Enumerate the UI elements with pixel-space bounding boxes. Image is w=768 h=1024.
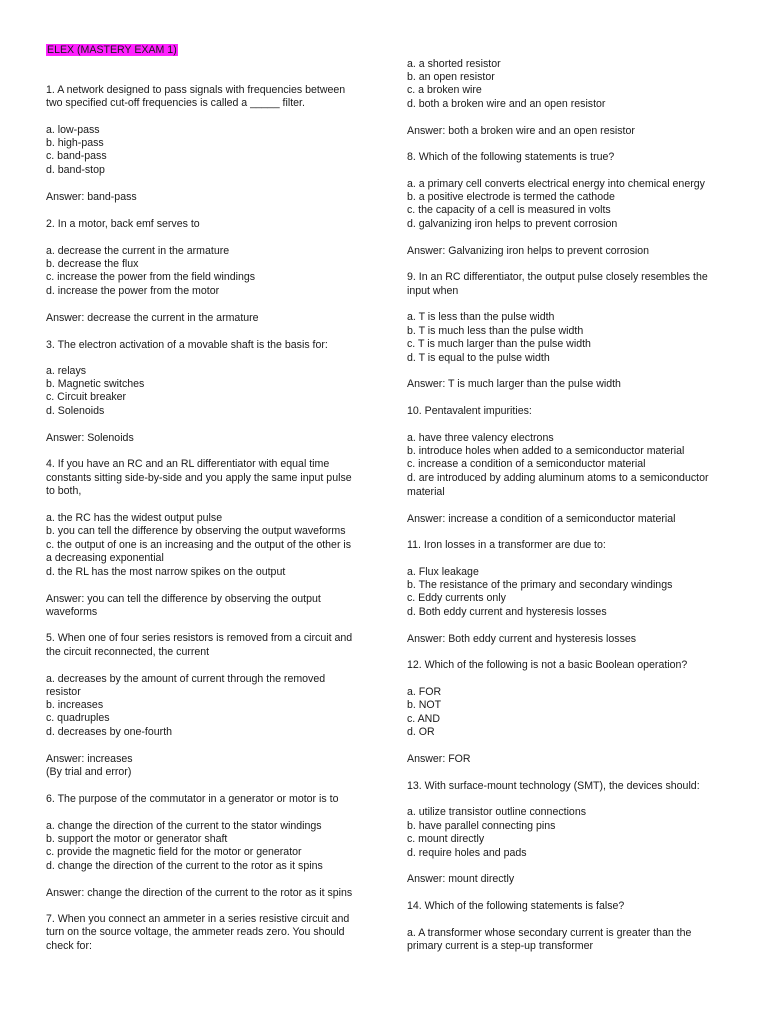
text-line: Answer: Galvanizing iron helps to prevent corrosion: [407, 245, 650, 257]
text-line: Answer: increase a condition of a semiconductor material: [407, 513, 676, 525]
text-line: a. decreases by the amount of current through the removed: [46, 673, 326, 685]
text-line: d. band-stop: [46, 164, 105, 176]
text-line: a. change the direction of the current to the stator windings: [46, 820, 322, 832]
text-line: b. Magnetic switches: [46, 378, 145, 390]
text-line: b. The resistance of the primary and secondary windings: [407, 579, 673, 591]
text-line: 13. With surface-mount technology (SMT), the devices should:: [407, 780, 700, 792]
text-line: b. high-pass: [46, 137, 104, 149]
text-line: 4. If you have an RC and an RL differentiator with equal time: [46, 458, 330, 470]
text-line: Answer: Solenoids: [46, 432, 134, 444]
text-line: d. T is equal to the pulse width: [407, 352, 550, 364]
text-line: a. T is less than the pulse width: [407, 311, 555, 323]
text-line: 14. Which of the following statements is false?: [407, 900, 625, 912]
text-line: waveforms: [46, 606, 98, 618]
text-line: c. the output of one is an increasing and the output of the other is: [46, 539, 352, 551]
text-line: 5. When one of four series resistors is removed from a circuit and: [46, 632, 353, 644]
text-line: 3. The electron activation of a movable shaft is the basis for:: [46, 339, 328, 351]
text-line: d. galvanizing iron helps to prevent corrosion: [407, 218, 618, 230]
text-line: d. Both eddy current and hysteresis losses: [407, 606, 607, 618]
text-line: c. increase a condition of a semiconductor material: [407, 458, 646, 470]
text-line: a decreasing exponential: [46, 552, 164, 564]
text-line: d. decreases by one-fourth: [46, 726, 173, 738]
text-line: d. increase the power from the motor: [46, 285, 220, 297]
document-title: ELEX (MASTERY EXAM 1): [47, 44, 177, 56]
text-line: 11. Iron losses in a transformer are due to:: [407, 539, 606, 551]
text-line: b. increases: [46, 699, 104, 711]
text-line: Answer: both a broken wire and an open resistor: [407, 125, 635, 137]
text-line: turn on the source voltage, the ammeter reads zero. You should: [46, 926, 345, 938]
text-line: a. Flux leakage: [407, 566, 479, 578]
text-line: 1. A network designed to pass signals with frequencies between: [46, 84, 346, 96]
text-line: a. a primary cell converts electrical energy into chemical energy: [407, 178, 705, 190]
text-line: a. relays: [46, 365, 87, 377]
text-line: Answer: change the direction of the current to the rotor as it spins: [46, 887, 353, 899]
text-line: a. the RC has the widest output pulse: [46, 512, 223, 524]
text-line: 9. In an RC differentiator, the output pulse closely resembles the: [407, 271, 708, 283]
text-line: Answer: decrease the current in the armature: [46, 312, 259, 324]
text-line: resistor: [46, 686, 81, 698]
text-line: (By trial and error): [46, 766, 132, 778]
text-line: Answer: increases: [46, 753, 133, 765]
text-line: primary current is a step-up transformer: [407, 940, 594, 952]
text-line: two specified cut-off frequencies is called a _____ filter.: [46, 97, 305, 109]
text-line: c. Circuit breaker: [46, 391, 127, 403]
text-line: b. T is much less than the pulse width: [407, 325, 584, 337]
text-line: a. FOR: [407, 686, 442, 698]
text-line: material: [407, 486, 445, 498]
text-line: b. decrease the flux: [46, 258, 139, 270]
text-line: a. decrease the current in the armature: [46, 245, 230, 257]
text-line: d. the RL has the most narrow spikes on the output: [46, 566, 286, 578]
text-line: the circuit reconnected, the current: [46, 646, 210, 658]
text-line: c. band-pass: [46, 150, 107, 162]
text-line: c. AND: [407, 713, 440, 725]
text-line: a. have three valency electrons: [407, 432, 554, 444]
text-line: c. mount directly: [407, 833, 485, 845]
text-line: b. NOT: [407, 699, 442, 711]
text-line: a. low-pass: [46, 124, 100, 136]
text-line: 6. The purpose of the commutator in a generator or motor is to: [46, 793, 339, 805]
text-line: b. support the motor or generator shaft: [46, 833, 228, 845]
text-line: check for:: [46, 940, 92, 952]
text-line: c. increase the power from the field windings: [46, 271, 256, 283]
text-line: c. Eddy currents only: [407, 592, 506, 604]
text-line: Answer: you can tell the difference by observing the output: [46, 593, 321, 605]
text-line: d. are introduced by adding aluminum atoms to a semiconductor: [407, 472, 709, 484]
text-line: d. OR: [407, 726, 435, 738]
text-line: input when: [407, 285, 459, 297]
text-line: 2. In a motor, back emf serves to: [46, 218, 200, 230]
text-line: b. a positive electrode is termed the cathode: [407, 191, 615, 203]
text-line: 12. Which of the following is not a basic Boolean operation?: [407, 659, 688, 671]
text-line: b. introduce holes when added to a semiconductor material: [407, 445, 685, 457]
text-line: d. require holes and pads: [407, 847, 527, 859]
text-line: c. quadruples: [46, 712, 110, 724]
text-line: Answer: FOR: [407, 753, 471, 765]
text-line: 8. Which of the following statements is true?: [407, 151, 615, 163]
text-line: b. an open resistor: [407, 71, 495, 83]
text-line: Answer: Both eddy current and hysteresis losses: [407, 633, 637, 645]
text-line: 10. Pentavalent impurities:: [407, 405, 532, 417]
text-line: a. utilize transistor outline connections: [407, 806, 587, 818]
text-line: b. you can tell the difference by observing the output waveforms: [46, 525, 346, 537]
text-line: d. change the direction of the current to the rotor as it spins: [46, 860, 323, 872]
text-line: Answer: T is much larger than the pulse width: [407, 378, 621, 390]
text-line: c. the capacity of a cell is measured in volts: [407, 204, 611, 216]
text-line: a. A transformer whose secondary current is greater than the: [407, 927, 692, 939]
text-line: b. have parallel connecting pins: [407, 820, 556, 832]
text-line: d. both a broken wire and an open resistor: [407, 98, 606, 110]
text-line: to both,: [46, 485, 82, 497]
text-line: Answer: band-pass: [46, 191, 137, 203]
text-line: d. Solenoids: [46, 405, 105, 417]
text-line: c. T is much larger than the pulse width: [407, 338, 591, 350]
text-line: c. provide the magnetic field for the motor or generator: [46, 846, 302, 858]
text-line: constants sitting side-by-side and you apply the same input pulse: [46, 472, 352, 484]
text-line: Answer: mount directly: [407, 873, 515, 885]
text-line: a. a shorted resistor: [407, 58, 501, 70]
text-line: c. a broken wire: [407, 84, 482, 96]
text-line: 7. When you connect an ammeter in a series resistive circuit and: [46, 913, 350, 925]
